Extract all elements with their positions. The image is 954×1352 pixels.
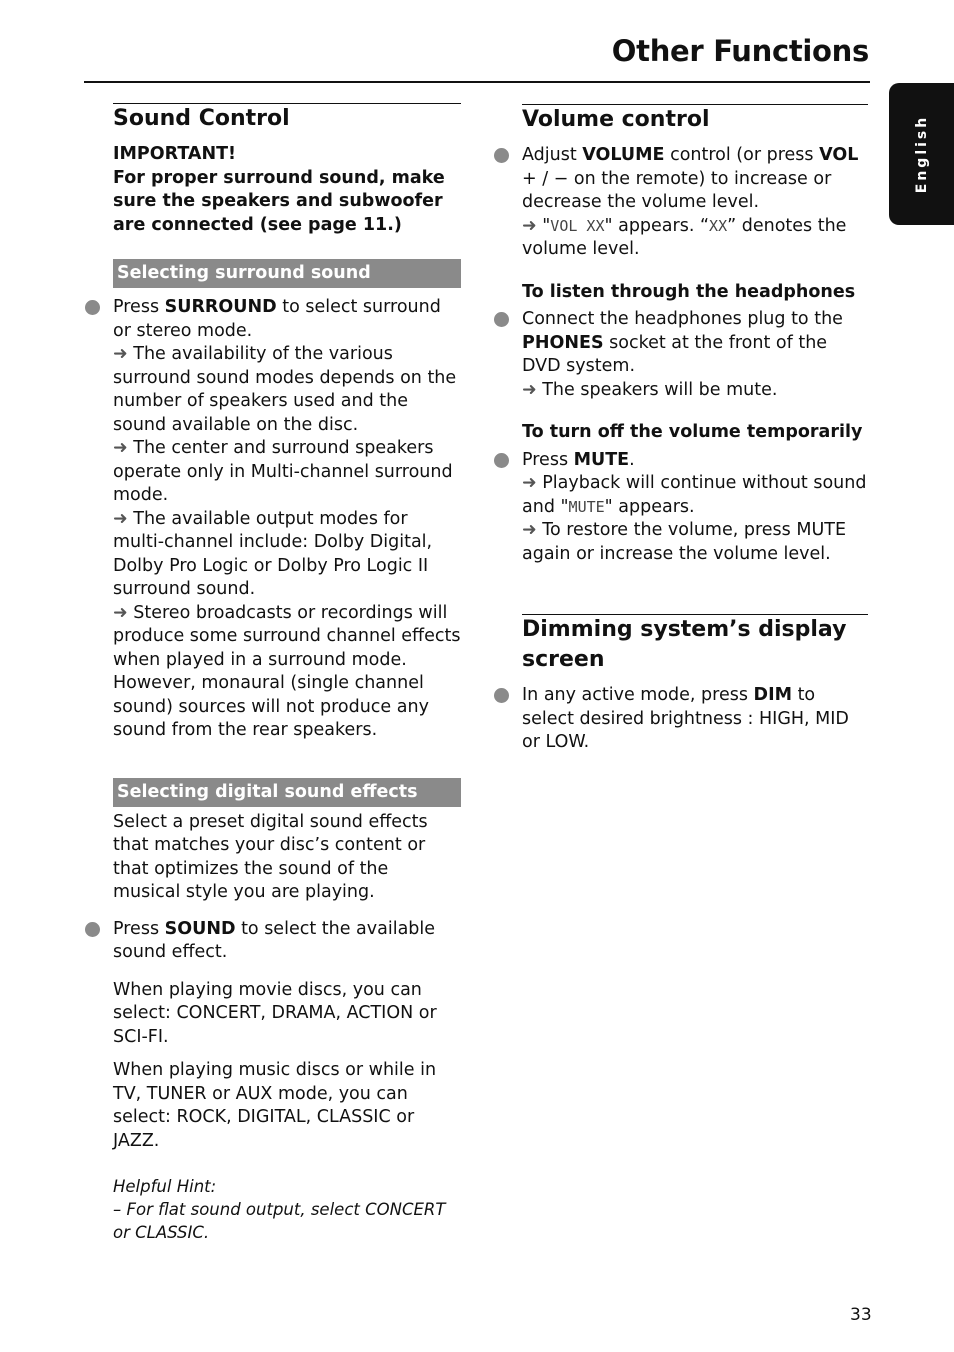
movie-modes: When playing movie discs, you can select: CONCERT, DRAMA, ACTION or SCI-FI. [113, 979, 437, 1047]
dimming-heading: Dimming system’s display screen [522, 617, 847, 672]
arrow-icon: ➜ [522, 215, 537, 236]
arrow-icon: ➜ [113, 344, 128, 364]
volume-heading: Volume control [522, 107, 710, 132]
mute-note-1: ➜ Playback will continue without sound and "MUTE" appears. [522, 473, 867, 517]
bullet-dot-icon [85, 922, 100, 937]
digital-intro: Select a preset digital sound effects that matches your disc’s content or that optimizes the sound of the musical style you are playing. [113, 811, 428, 902]
lcd-text: XX [709, 216, 728, 235]
dimming-instruction: In any active mode, press DIM to select desired brightness : HIGH, MID or LOW. [522, 685, 849, 752]
hint-text: – For flat sound output, select CONCERT or CLASSIC. [113, 1200, 446, 1242]
headphones-note: ➜ The speakers will be mute. [522, 379, 778, 400]
hint-label: Helpful Hint: [113, 1177, 217, 1196]
bullet-dot-icon [494, 453, 509, 468]
lcd-text: MUTE [568, 497, 605, 516]
arrow-icon: ➜ [113, 508, 128, 529]
surround-note-4: ➜ Stereo broadcasts or recordings will produce some surround channel effects when played in a surround mode. However, monaural (single channel sound) sources will not produce any sound from the rear speakers. [113, 602, 461, 740]
surround-note-1: ➜ The availability of the various surround sound modes depends on the number of speakers used and the sound available on the disc. [113, 344, 457, 435]
page-title: Other Functions [611, 34, 869, 68]
sound-instruction: Press SOUND to select the available sound effect. [113, 918, 436, 962]
mute-note-2: ➜ To restore the volume, press MUTE again or increase the volume level. [522, 520, 846, 564]
bullet-dot-icon [494, 148, 509, 163]
bullet-dot-icon [494, 312, 509, 327]
language-tab-label: English [913, 114, 930, 194]
mute-instruction: Press MUTE. [522, 449, 635, 470]
headphones-bullet [522, 308, 868, 402]
headphones-heading: To listen through the headphones [522, 281, 856, 302]
digital-bar: Selecting digital sound effects [113, 778, 461, 807]
volume-bullet [522, 144, 868, 262]
lcd-text: VOL XX [550, 216, 605, 235]
surround-bar: Selecting surround sound [113, 259, 461, 288]
headphones-instruction: Connect the headphones plug to the PHONES socket at the front of the DVD system. [522, 309, 843, 376]
title-rule [84, 81, 870, 83]
page-number: 33 [850, 1305, 872, 1325]
sound-key: SOUND [164, 918, 236, 939]
surround-note-3: ➜ The available output modes for multi-channel include: Dolby Digital, Dolby Pro Logic or Dolby Pro Logic II surround sound. [113, 508, 433, 599]
important-label: IMPORTANT! [113, 144, 237, 164]
volume-instruction: Adjust VOLUME control (or press VOL + / − on the remote) to increase or decrease the volume level. [522, 145, 859, 212]
mute-bullet [522, 449, 868, 567]
bullet-dot-icon [494, 688, 509, 703]
sound-bullet [113, 918, 461, 965]
arrow-icon: ➜ [522, 520, 537, 540]
language-tab [889, 83, 954, 225]
important-text: For proper surround sound, make sure the speakers and subwoofer are connected (see page 11.) [113, 167, 445, 235]
mute-heading: To turn off the volume temporarily [522, 422, 863, 442]
arrow-icon: ➜ [522, 473, 537, 493]
surround-note-2: ➜ The center and surround speakers operate only in Multi-channel surround mode. [113, 438, 453, 505]
surround-instruction: Press SURROUND to select surround or stereo mode. [113, 297, 441, 341]
bullet-dot-icon [85, 300, 100, 315]
music-modes: When playing music discs or while in TV, TUNER or AUX mode, you can select: ROCK, DIGITAL, CLASSIC or JAZZ. [113, 1060, 437, 1151]
sound-control-heading: Sound Control [113, 106, 290, 131]
arrow-icon: ➜ [113, 602, 128, 623]
arrow-icon: ➜ [113, 438, 128, 458]
surround-key: SURROUND [164, 297, 277, 317]
arrow-icon: ➜ [522, 379, 537, 400]
right-column [522, 104, 868, 755]
left-column [113, 103, 461, 1244]
dimming-bullet [522, 684, 868, 755]
surround-bullet [113, 296, 461, 743]
volume-note: ➜ "VOL XX" appears. “XX” denotes the volume level. [522, 215, 847, 259]
